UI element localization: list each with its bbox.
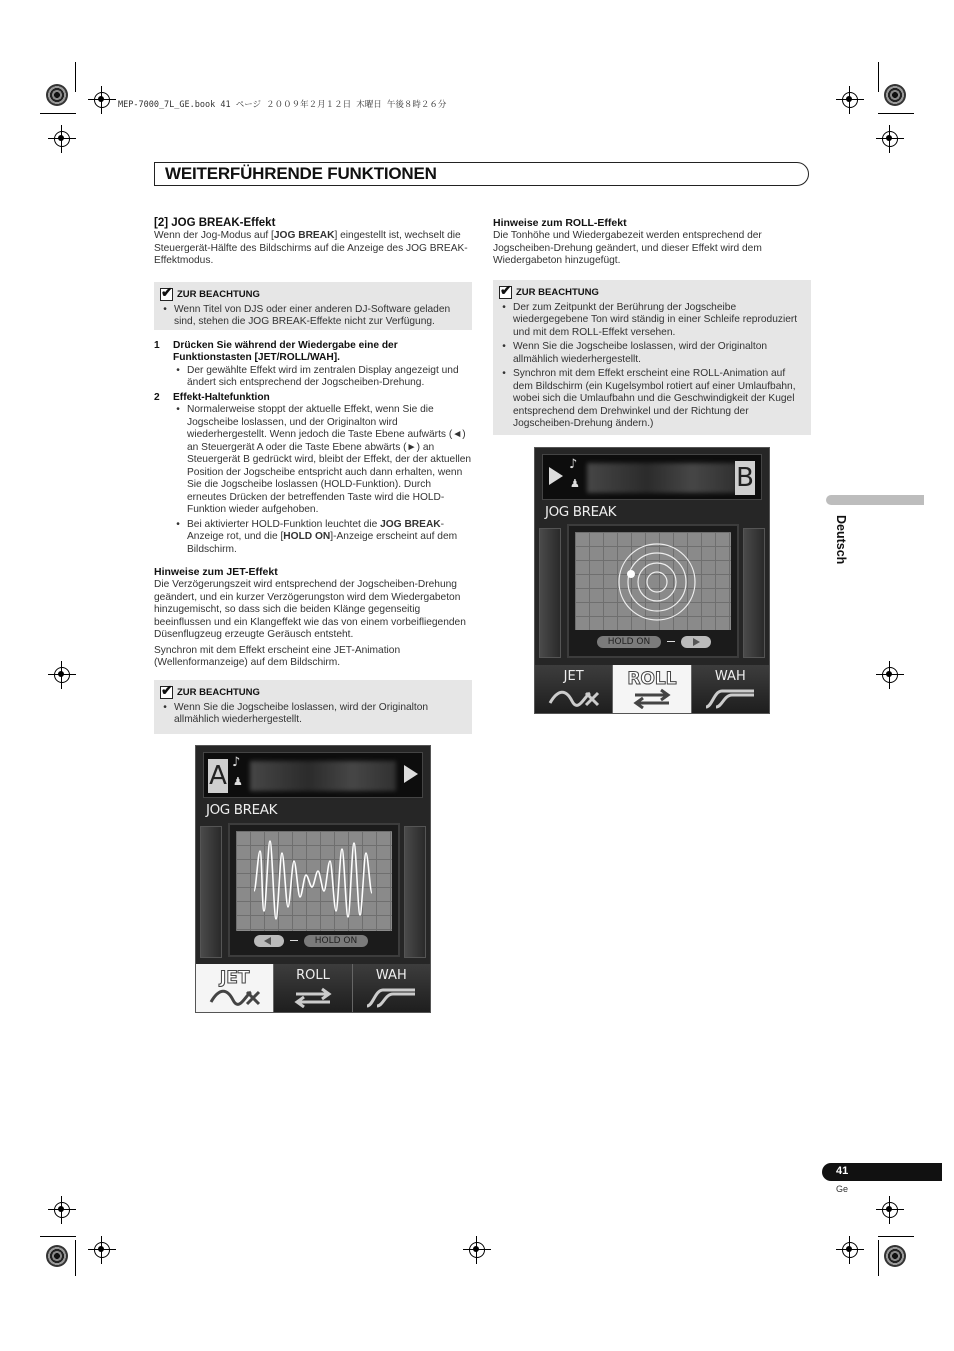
intro-text-end: ] eingestellt ist, wechselt die Steuergerät-Hälfte des Bildschirms auf die Anzeige des JOG BREAK-Effektmodus.: [154, 230, 468, 266]
music-note-icon: ♪: [232, 755, 241, 770]
roll-paragraph: Die Tonhöhe und Wiedergabezeit werden entsprechend der Jogscheiben-Drehung geändert, und dieser Effekt wird dem Wiedergabeton hinzugefügt.: [493, 230, 762, 266]
registration-mark-icon: [836, 1236, 864, 1264]
step-sub-text: Normalerweise stoppt der aktuelle Effekt, wenn Sie die Jogscheibe loslassen, und der Originalton wird wiederhergestellt. Wenn jedoch die Taste Ebene aufwärts (◄) an Steuergerät A oder die Taste Ebene abwärts (►) an Steuergerät B gedrückt wird, bleibt der Effekt, der der aktuellen Position der Jogscheibe entspricht auch dann erhalten, wenn Sie die Jogscheibe loslassen (HOLD-Funktion). Durch erneutes Drücken der betreffenden Taste wird die HOLD-Funktion wieder aufgehoben.: [187, 404, 472, 515]
deck-letter: B: [736, 463, 754, 493]
roll-heading: Hinweise zum ROLL-Effekt: [493, 217, 627, 229]
crop-line: [878, 1240, 879, 1276]
page-number: 41: [836, 1165, 849, 1177]
note-box: [493, 280, 811, 435]
color-bullseye-icon: [46, 84, 68, 106]
deck-a-header: [203, 752, 423, 798]
left-column: [154, 217, 472, 734]
jet-grid: [236, 831, 392, 931]
note-item: • Der zum Zeitpunkt der Berührung der Jogscheibe wiedergegebene Ton wird ständig in einer Schleife reproduziert und mit dem ROLL-Effekt versehen.: [499, 302, 805, 340]
note-box: [154, 680, 472, 734]
crop-line: [40, 113, 76, 114]
jog-break-intro: [154, 230, 472, 268]
note-item-text: Wenn Sie die Jogscheibe loslassen, wird der Originalton allmählich wiederhergestellt.: [174, 701, 429, 725]
step-number: 2: [154, 391, 160, 403]
roll-label: ROLL: [627, 669, 677, 689]
jet-paragraph-1: Die Verzögerungszeit wird entsprechend der Jogscheiben-Drehung geändert, und ein kurzer Verzögerungston wird dem Wiedergabeton hinzugemischt, so dass sich die beiden Klänge gegenseitig beeinflussen und ein Klangeffekt wie das von einem vorbeifliegenden Düsenflugzeug erzeugte Geräusch entsteht.: [154, 579, 466, 640]
section-title: WEITERFÜHRENDE FUNKTIONEN: [165, 164, 437, 183]
jet-display: [228, 823, 400, 957]
check-icon: [160, 288, 173, 301]
deck-b-screen: [534, 447, 770, 714]
language-tab: [826, 495, 924, 505]
registration-mark-icon: [48, 125, 76, 153]
registration-mark-icon: [876, 1196, 904, 1224]
step-2: [154, 392, 472, 405]
roll-label: ROLL: [296, 968, 330, 983]
jet-heading: Hinweise zum JET-Effekt: [154, 566, 278, 578]
registration-mark-icon: [463, 1236, 491, 1264]
note-item-text: Der zum Zeitpunkt der Berührung der Jogscheibe wiedergegebene Ton wird ständig in einer Schleife reproduziert und mit dem ROLL-Effekt versehen.: [513, 301, 798, 338]
play-icon: [549, 467, 563, 485]
wah-button[interactable]: [691, 665, 769, 713]
t-bold: HOLD ON: [283, 531, 331, 542]
step-sub-text: [187, 519, 472, 557]
level-down-button[interactable]: [681, 636, 711, 648]
roll-orbit-icon: [575, 532, 733, 630]
wah-button[interactable]: [352, 964, 430, 1012]
t-bold: JOG BREAK: [380, 518, 441, 530]
left-arrow-icon: [264, 937, 271, 945]
registration-mark-icon: [836, 86, 864, 114]
step-number: 1: [154, 339, 160, 351]
jet-waveform-icon: [236, 831, 394, 931]
registration-mark-icon: [48, 1196, 76, 1224]
color-bullseye-icon: [884, 84, 906, 106]
registration-mark-icon: [876, 125, 904, 153]
color-bullseye-icon: [884, 1245, 906, 1267]
note-item-text: Wenn Titel von DJS oder einer anderen DJ-Software geladen sind, stehen die JOG BREAK-Effekte nicht zur Verfügung.: [174, 303, 451, 327]
section-title-bar: [154, 162, 809, 186]
deck-a-screen: [195, 745, 431, 1013]
note-item: • Synchron mit dem Effekt erscheint eine ROLL-Animation auf dem Bildschirm (ein Kugelsymbol rotiert auf einer Umlaufbahn, wobei sich die Umlaufbahn und die Geschwindigkeit der Kugel entsprechend dem Drehwinkel und der Richtung der Jogscheiben-Drehung ändern.): [499, 368, 805, 431]
jog-break-label: JOG BREAK: [545, 504, 617, 520]
roll-loop-icon: [288, 986, 338, 1008]
right-arrow-icon: [693, 638, 700, 646]
side-panel: [743, 528, 765, 658]
wah-filter-icon: [702, 687, 758, 709]
step-1-sub: • Der gewählte Effekt wird im zentralen Display angezeigt und ändert sich entsprechend der Jogscheiben-Drehung.: [154, 365, 472, 390]
artist-icon: ♟: [233, 775, 243, 788]
roll-grid: [575, 532, 731, 630]
roll-button[interactable]: [273, 964, 351, 1012]
t: Bei aktivierter HOLD-Funktion leuchtet die: [187, 518, 381, 530]
t: -Anzeige rot, und die [: [187, 518, 445, 542]
note-title-text: ZUR BEACHTUNG: [177, 288, 260, 300]
side-panel: [200, 826, 222, 958]
step-sub-text: Der gewählte Effekt wird im zentralen Display angezeigt und ändert sich entsprechend der Jogscheiben-Drehung.: [187, 364, 459, 388]
step-2-sub-1: • Normalerweise stoppt der aktuelle Effekt, wenn Sie die Jogscheibe loslassen, und der Originalton wird wiederhergestellt. Wenn jedoch die Taste Ebene aufwärts (◄) an Steuergerät A oder die Taste Ebene abwärts (►) an Steuergerät B gedrückt wird, bleibt der Effekt, der der aktuellen Position der Jogscheibe entspricht auch dann erhalten, wenn Sie die Jogscheibe loslassen (HOLD-Funktion). Durch erneutes Drücken der betreffenden Taste wird die HOLD-Funktion wieder aufgehoben.: [176, 404, 472, 515]
intro-text: Wenn der Jog-Modus auf [: [154, 230, 274, 241]
dash: [667, 641, 675, 642]
note-item: • Wenn Sie die Jogscheibe loslassen, wird der Originalton allmählich wiederhergestellt.: [499, 341, 805, 366]
jet-label: JET: [563, 669, 584, 684]
print-header: MEP-7000_7L_GE.book 41 ページ ２００９年２月１２日 木曜日 午後８時２６分: [118, 100, 447, 110]
jet-paragraph-2: Synchron mit dem Effekt erscheint eine JET-Animation (Wellenformanzeige) auf dem Bildschirm.: [154, 644, 401, 668]
registration-mark-icon: [876, 661, 904, 689]
jog-break-label: JOG BREAK: [206, 802, 278, 818]
play-icon: [404, 765, 418, 783]
step-text: Effekt-Haltefunktion: [173, 391, 270, 403]
t: ]-Anzeige erscheint auf dem Bildschirm.: [187, 531, 458, 555]
note-item-text: Synchron mit dem Effekt erscheint eine ROLL-Animation auf dem Bildschirm (ein Kugelsymbol rotiert auf einer Umlaufbahn, wobei sich die Umlaufbahn und die Geschwindigkeit der Kugel entsprechend dem Drehwinkel und der Richtung der Jogscheiben-Drehung ändern.): [513, 368, 796, 429]
track-info-blurred: [250, 761, 396, 791]
roll-loop-icon: [627, 687, 677, 709]
crop-line: [40, 1236, 76, 1237]
page-number-pill: [822, 1163, 942, 1181]
note-title: [160, 686, 466, 699]
note-title-text: ZUR BEACHTUNG: [516, 286, 599, 298]
deck-letter: A: [209, 761, 227, 791]
crop-line: [878, 113, 914, 114]
crop-line: [75, 62, 76, 92]
note-box: [154, 282, 472, 330]
deck-b-header: [542, 454, 762, 500]
track-info-blurred: [587, 463, 737, 493]
roll-display: [567, 524, 739, 658]
side-panel: [404, 826, 426, 958]
registration-mark-icon: [48, 661, 76, 689]
note-title: [160, 288, 466, 301]
intro-bold: JOG BREAK: [273, 230, 335, 241]
side-panel: [539, 528, 561, 658]
language-label: Deutsch: [834, 515, 848, 565]
wah-label: WAH: [714, 669, 746, 684]
page-language-code: Ge: [836, 1184, 849, 1194]
step-text: Drücken Sie während der Wiedergabe eine der Funktionstasten [JET/ROLL/WAH].: [173, 339, 398, 363]
crop-line: [878, 62, 879, 92]
color-bullseye-icon: [46, 1245, 68, 1267]
dash: [290, 940, 298, 941]
hold-on-indicator: HOLD ON: [304, 935, 368, 947]
jog-break-heading: [2] JOG BREAK-Effekt: [154, 217, 276, 229]
hold-on-indicator: HOLD ON: [597, 636, 661, 648]
effect-buttons: [535, 665, 769, 713]
crop-line: [75, 1240, 76, 1276]
music-note-icon: ♪: [569, 457, 578, 472]
step-1: [154, 340, 472, 365]
right-column: [493, 217, 811, 435]
level-up-button[interactable]: [254, 935, 284, 947]
check-icon: [499, 286, 512, 299]
wah-filter-icon: [363, 986, 419, 1008]
note-title: [499, 286, 805, 299]
note-item-text: Wenn Sie die Jogscheibe loslassen, wird der Originalton allmählich wiederhergestellt.: [513, 341, 768, 365]
jet-wave-icon: [207, 986, 263, 1008]
note-item: • Wenn Titel von DJS oder einer anderen DJ-Software geladen sind, stehen die JOG BREAK-Effekte nicht zur Verfügung.: [160, 304, 466, 329]
jet-button[interactable]: [196, 964, 273, 1012]
step-2-sub-2: • Bei aktivierter HOLD-Funktion leuchtet die JOG BREAK-Anzeige rot, und die [HOLD ON]-Anzeige erscheint auf dem Bildschirm.: [154, 519, 472, 557]
effect-buttons: [196, 964, 430, 1012]
jet-wave-icon: [546, 687, 602, 709]
registration-mark-icon: [88, 86, 116, 114]
note-item: • Wenn Sie die Jogscheibe loslassen, wird der Originalton allmählich wiederhergestellt.: [160, 702, 466, 727]
note-title-text: ZUR BEACHTUNG: [177, 686, 260, 698]
crop-line: [878, 1236, 914, 1237]
steps: [154, 340, 472, 557]
roll-button[interactable]: [612, 665, 690, 713]
wah-label: WAH: [375, 968, 407, 983]
jet-label: JET: [219, 968, 250, 988]
artist-icon: ♟: [570, 477, 580, 490]
registration-mark-icon: [88, 1236, 116, 1264]
check-icon: [160, 686, 173, 699]
jet-button[interactable]: [535, 665, 612, 713]
